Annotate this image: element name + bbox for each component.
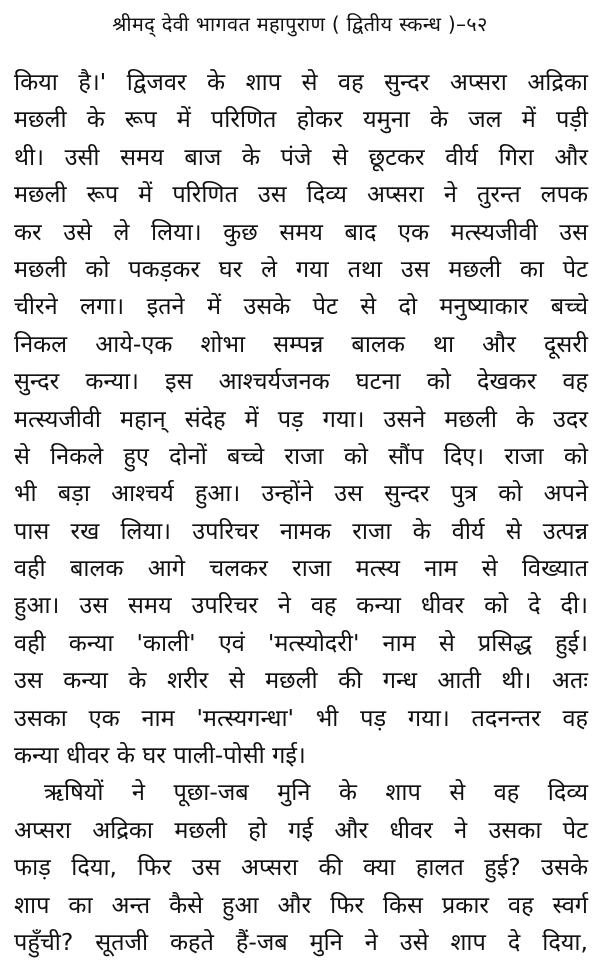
line-text: मछली रूप में परिणित उस दिव्य अप्सरा ने तुरन्त लपक [14, 180, 588, 209]
line-text: पास रख लिया। उपरिचर नामक राजा के वीर्य से उत्पन्न [14, 516, 588, 545]
line-text: मत्स्यजीवी महान् संदेह में पड़ गया। उसने मछली के उदर [14, 404, 588, 433]
line-text: पहुँची? सूतजी कहते हैं-जब मुनि ने उसे शाप दे दिया, [14, 927, 588, 956]
text-line [14, 849, 588, 886]
text-line [14, 139, 588, 176]
paragraph-2 [14, 774, 588, 961]
text-line [14, 438, 588, 475]
text-line [14, 326, 588, 363]
text-line [14, 774, 588, 811]
line-text: मछली को पकड़कर घर ले गया तथा उस मछली का पेट [14, 254, 588, 283]
line-text: किया है।' द्विजवर के शाप से वह सुन्दर अप्सरा अद्रिका [14, 68, 588, 96]
line-text: वही कन्या 'काली' एवं 'मत्स्योदरी' नाम से प्रसिद्ध हुई। [14, 628, 588, 657]
line-text: अप्सरा अद्रिका मछली हो गई और धीवर ने उसका पेट [14, 815, 588, 844]
line-text: फाड़ दिया, फिर उस अप्सरा की क्या हालत हुई? उसके [14, 853, 588, 882]
paragraph-1 [14, 64, 588, 774]
body-text [14, 64, 588, 961]
text-line [14, 513, 588, 550]
line-text: भी बड़ा आश्चर्य हुआ। उन्होंने उस सुन्दर पुत्र को अपने [14, 479, 588, 508]
text-line [14, 700, 588, 737]
line-text: हुआ। उस समय उपरिचर ने वह कन्या धीवर को दे दी। [14, 591, 588, 620]
line-text: कन्या धीवर के घर पाली-पोसी गई। [14, 741, 306, 770]
line-text: ऋषियों ने पूछा-जब मुनि के शाप से वह दिव्य [44, 778, 588, 807]
line-text: सुन्दर कन्या। इस आश्चर्यजनक घटना को देखकर वह [14, 367, 588, 396]
line-text: से निकले हुए दोनों बच्चे राजा को सौंप दिए। राजा को [14, 441, 588, 470]
text-line [14, 550, 588, 587]
line-text: उस कन्या के शरीर से मछली की गन्ध आती थी। अतः [14, 666, 588, 695]
text-line [14, 176, 588, 213]
text-line [14, 64, 588, 101]
line-text: चीरने लगा। इतने में उसके पेट से दो मनुष्याकार बच्चे [14, 292, 588, 321]
text-line [14, 662, 588, 699]
text-line [14, 288, 588, 325]
text-line [14, 251, 588, 288]
line-text: वही बालक आगे चलकर राजा मत्स्य नाम से विख्यात [14, 554, 588, 583]
line-text: उसका एक नाम 'मत्स्यगन्धा' भी पड़ गया। तदनन्तर वह [14, 703, 588, 732]
text-line [14, 363, 588, 400]
text-line [14, 587, 588, 624]
text-line [14, 475, 588, 512]
text-line [14, 625, 588, 662]
line-text: कर उसे ले लिया। कुछ समय बाद एक मत्स्यजीवी उस [14, 217, 588, 246]
running-header: श्रीमद् देवी भागवत महापुराण ( द्वितीय स्कन्ध )–५२ [112, 12, 488, 36]
text-line [14, 887, 588, 924]
text-line [14, 401, 588, 438]
text-line [14, 812, 588, 849]
line-text: मछली के रूप में परिणित होकर यमुना के जल में पड़ी [14, 105, 588, 134]
text-line [14, 101, 588, 138]
text-line [14, 924, 588, 961]
line-text: थी। उसी समय बाज के पंजे से छूटकर वीर्य गिरा और [14, 142, 588, 171]
text-line [14, 214, 588, 251]
line-text: शाप का अन्त कैसे हुआ और फिर किस प्रकार वह स्वर्ग [14, 890, 588, 919]
line-text: निकल आये-एक शोभा सम्पन्न बालक था और दूसरी [14, 329, 588, 358]
text-line [14, 737, 588, 774]
